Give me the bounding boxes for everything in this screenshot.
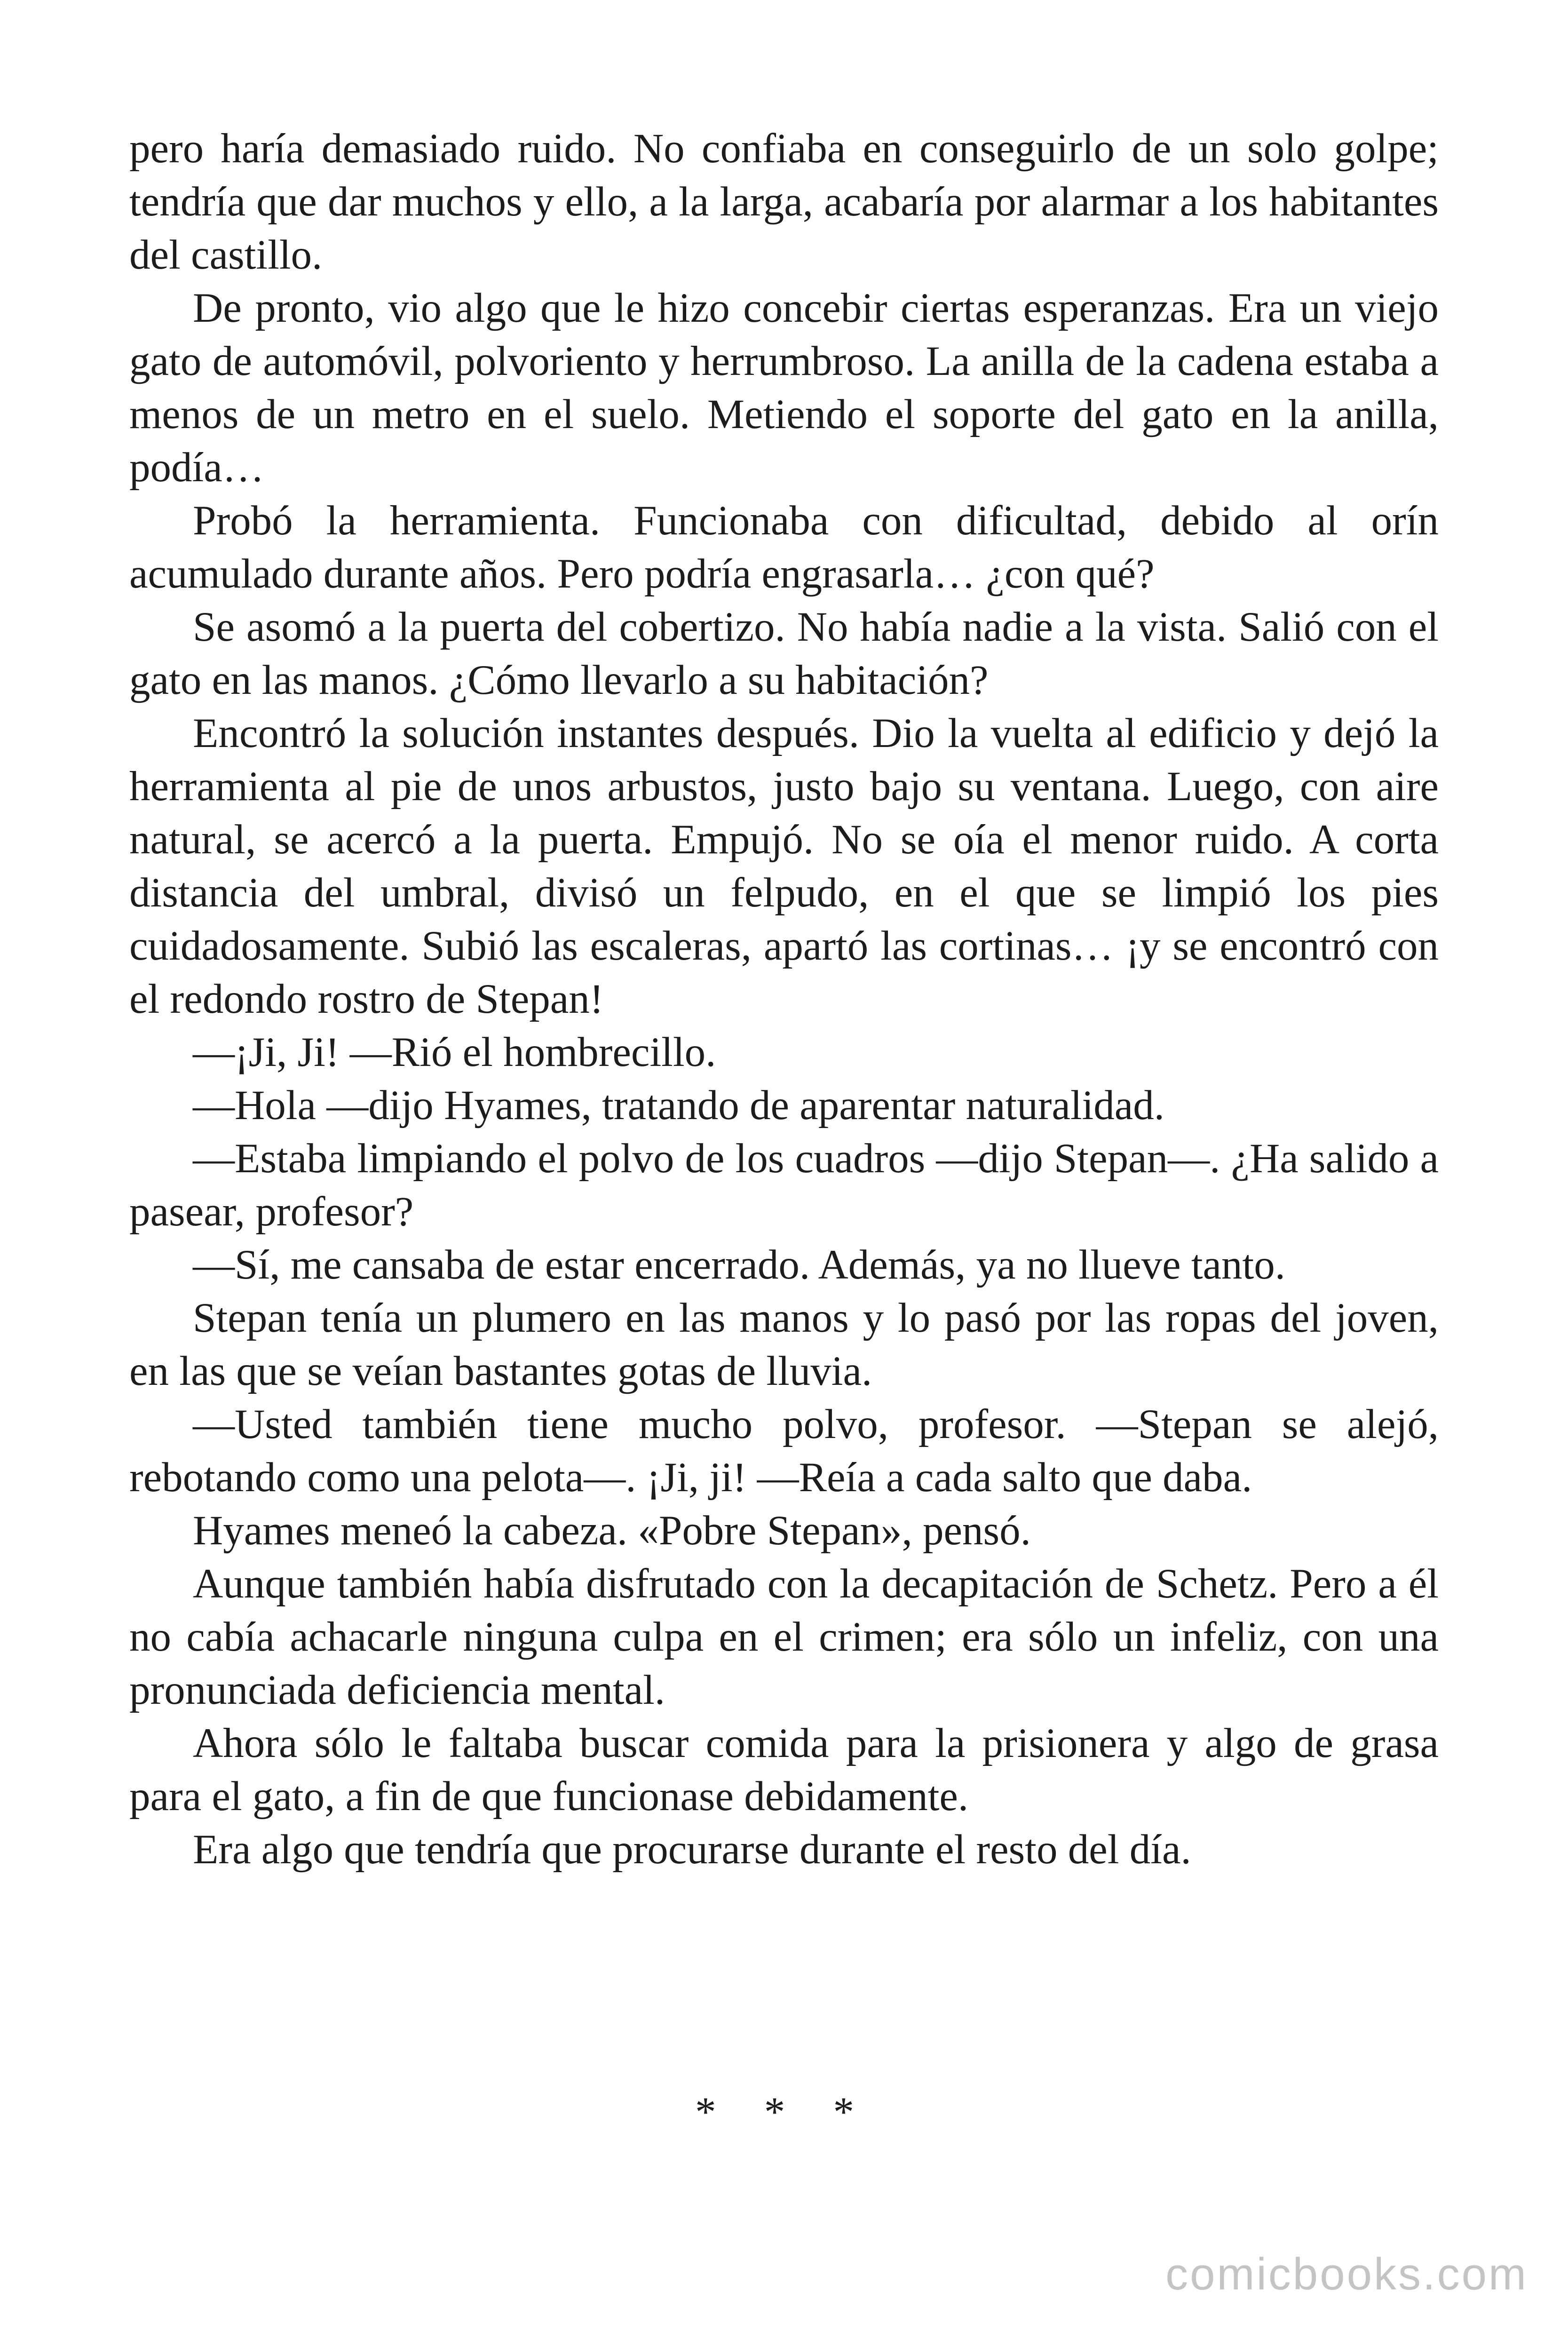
paragraph: —Estaba limpiando el polvo de los cuadros —dijo Stepan—. ¿Ha salido a pasear, profesor? <box>129 1136 1439 1235</box>
paragraph: Stepan tenía un plumero en las manos y lo pasó por las ropas del joven, en las que se veían bastantes gotas de lluvia. <box>129 1295 1439 1394</box>
paragraph: Ahora sólo le faltaba buscar comida para la prisionera y algo de grasa para el gato, a fin de que funcionase debidamente. <box>129 1720 1439 1820</box>
paragraph: Se asomó a la puerta del cobertizo. No había nadie a la vista. Salió con el gato en las manos. ¿Cómo llevarlo a su habitación? <box>129 604 1439 703</box>
body-text <box>129 122 1439 1876</box>
paragraph: Encontró la solución instantes después. Dio la vuelta al edificio y dejó la herramienta al pie de unos arbustos, justo bajo su ventana. Luego, con aire natural, se acercó a la puerta. Empujó. No se oía el menor ruido. A corta distancia del umbral, divisó un felpudo, en el que se limpió los pies cuidadosamente. Subió las escaleras, apartó las cortinas… ¡y se encontró con el redondo rostro de Stepan! <box>129 710 1439 1022</box>
paragraph: Era algo que tendría que procurarse durante el resto del día. <box>193 1827 1191 1873</box>
paragraph: pero haría demasiado ruido. No confiaba en conseguirlo de un solo golpe; tendría que dar muchos y ello, a la larga, acabaría por alarmar a los habitantes del castillo. <box>129 126 1439 278</box>
paragraph: —Hola —dijo Hyames, tratando de aparentar naturalidad. <box>193 1082 1165 1128</box>
paragraph: De pronto, vio algo que le hizo concebir ciertas esperanzas. Era un viejo gato de automóvil, polvoriento y herrumbroso. La anilla de la cadena estaba a menos de un metro en el suelo. Metiendo el soporte del gato en la anilla, podía… <box>129 285 1439 491</box>
paragraph: —Usted también tiene mucho polvo, profesor. —Stepan se alejó, rebotando como una pelota—. ¡Ji, ji! —Reía a cada salto que daba. <box>129 1401 1439 1501</box>
paragraph: Probó la herramienta. Funcionaba con dificultad, debido al orín acumulado durante años. Pero podría engrasarla… ¿con qué? <box>129 498 1439 597</box>
section-separator: * * * <box>695 2089 873 2135</box>
watermark: comicbooks.com <box>1165 2249 1528 2299</box>
paragraph: —Sí, me cansaba de estar encerrado. Además, ya no llueve tanto. <box>193 1242 1286 1288</box>
paragraph: Aunque también había disfrutado con la decapitación de Schetz. Pero a él no cabía achacarle ninguna culpa en el crimen; era sólo un infeliz, con una pronunciada deficiencia mental. <box>129 1561 1439 1713</box>
paragraph: —¡Ji, Ji! —Rió el hombrecillo. <box>193 1029 716 1075</box>
paragraph: Hyames meneó la cabeza. «Pobre Stepan», pensó. <box>193 1508 1031 1554</box>
